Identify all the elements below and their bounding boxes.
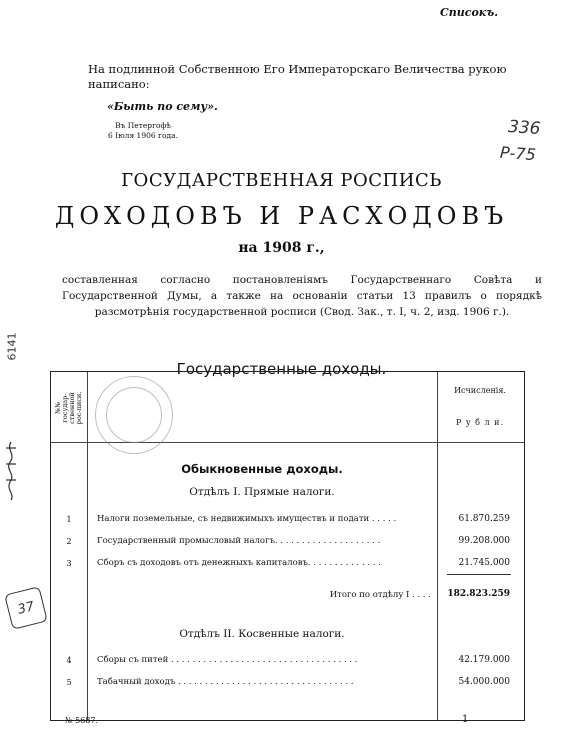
handwritten-code: Р-75 — [499, 142, 537, 165]
library-stamp — [95, 376, 173, 454]
row-description: Сборы съ питей . . . . . . . . . . . . . . . . . . . . . . . . . . . . . . . . . . . — [97, 655, 358, 665]
handwritten-circled-number — [4, 586, 48, 630]
handwritten-number-336: 336 — [507, 116, 542, 140]
row-amount: 42.179.000 — [458, 655, 510, 665]
preamble-text: составленная согласно постановленіямъ Государственнаго Совѣта и Государственной Думы, а также на основаніи статьи 13 правилъ о порядкѣ разсмотрѣнія государственной росписи (Свод. Зак., т. I, ч. 2, изд. 1906 г.). — [62, 274, 542, 318]
section-title: Государственные доходы. — [176, 360, 387, 378]
revenue-table — [50, 371, 525, 721]
document-number: № 5687. — [65, 716, 99, 725]
column-header-unit: Р у б л и. — [455, 418, 505, 427]
column-header-calc: Исчисленія. — [454, 386, 506, 395]
document-type-label: Списокъ. — [440, 6, 499, 19]
place-text: Въ Петергофѣ — [115, 121, 171, 130]
row-number: 3 — [66, 559, 72, 568]
title-line-2: ДОХОДОВЪ И РАСХОДОВЪ — [54, 202, 509, 230]
table-divider-left — [87, 372, 88, 720]
row-number: 5 — [66, 678, 72, 687]
imperial-endorsement: На подлинной Собственною Его Императорскаго Величества рукою написано: — [88, 62, 507, 91]
row-amount: 99.208.000 — [458, 536, 510, 546]
row-description: Государственный промысловый налогъ. . . . . . . . . . . . . . . . . . . . — [97, 536, 381, 546]
row-amount: 61.870.259 — [458, 514, 510, 524]
row-description: Налоги поземельные, съ недвижимыхъ имуществъ и подати . . . . . — [97, 514, 397, 524]
subtotal-rule — [447, 574, 511, 575]
row-amount: 21.745.000 — [458, 558, 510, 568]
column-header-number: №№ государ-ственной рос-писи. — [54, 391, 83, 425]
row-number: 4 — [66, 656, 72, 665]
imperial-resolution: «Быть по сему». — [107, 100, 218, 113]
row-amount: 54.000.000 — [458, 677, 510, 687]
handwritten-margin-number: 6141 — [5, 332, 19, 361]
circled-number-text: 37 — [16, 598, 36, 618]
row-description: Сборъ съ доходовъ отъ денежныхъ капиталовъ. . . . . . . . . . . . . . — [97, 558, 381, 568]
row-number: 1 — [66, 515, 72, 524]
subtotal-label: Итого по отдѣлу I . . . . — [329, 590, 431, 600]
handwritten-scribble — [4, 440, 18, 502]
subtotal-amount: 182.823.259 — [447, 589, 510, 599]
place-date-block — [103, 121, 183, 141]
page-number: 1 — [462, 714, 469, 725]
row-number: 2 — [66, 537, 72, 546]
title-year: на 1908 г., — [238, 240, 325, 256]
date-text: 6 Іюля 1906 года. — [108, 131, 178, 140]
row-description: Табачный доходъ . . . . . . . . . . . . . . . . . . . . . . . . . . . . . . . . . — [97, 677, 354, 687]
group-title: Обыкновенные доходы. — [181, 462, 343, 476]
department-2-title: Отдѣлъ II. Косвенные налоги. — [179, 628, 345, 640]
department-1-title: Отдѣлъ I. Прямые налоги. — [189, 486, 335, 498]
title-line-1: ГОСУДАРСТВЕННАЯ РОСПИСЬ — [121, 170, 442, 191]
